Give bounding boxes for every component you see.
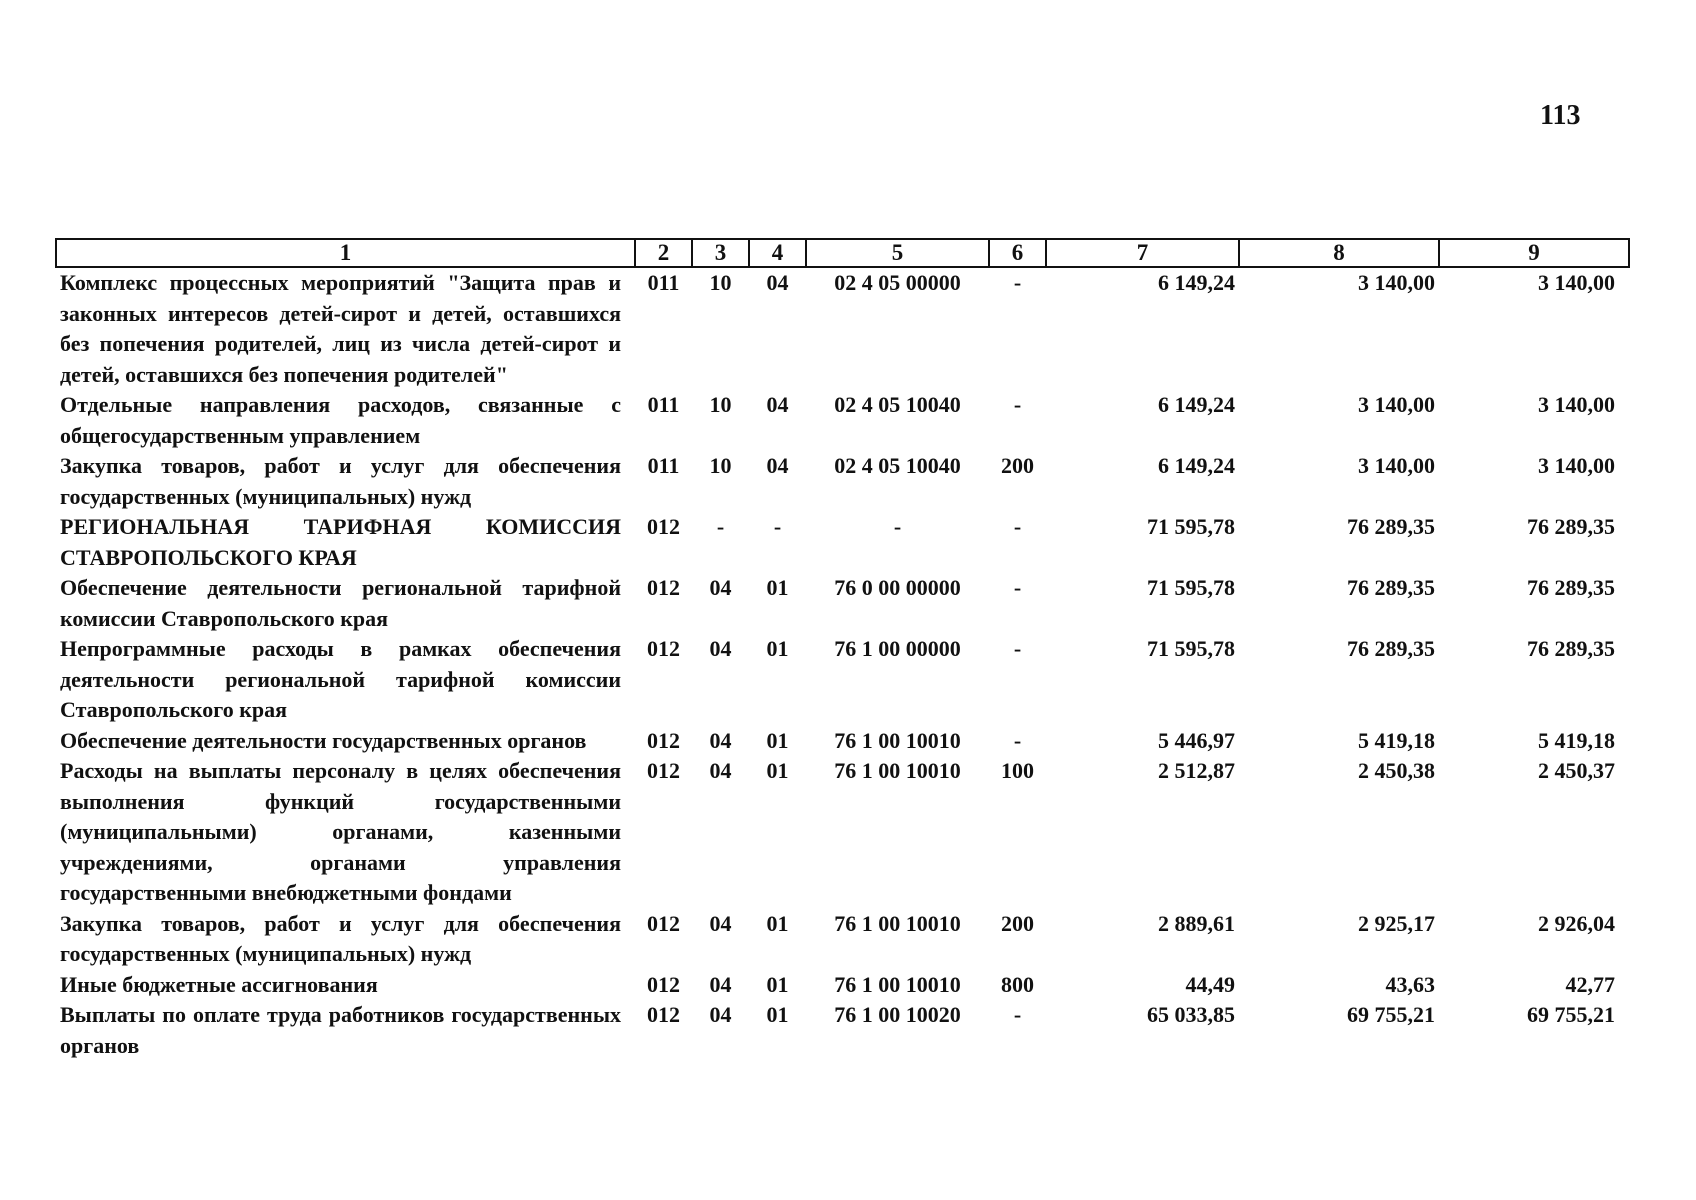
amount-col7: 71 595,78 — [1147, 514, 1235, 539]
target-article-code: - — [893, 514, 902, 539]
amount-col8: 69 755,21 — [1347, 1002, 1435, 1027]
subsection-code: 01 — [766, 1002, 789, 1027]
target-article-code: 02 4 05 10040 — [834, 453, 961, 478]
amount-col9: 3 140,00 — [1538, 392, 1615, 417]
column-header: 6 — [989, 239, 1046, 267]
expense-name: Обеспечение деятельности государственных органов — [60, 727, 587, 753]
amount-col9: 3 140,00 — [1538, 453, 1615, 478]
amount-col7: 6 149,24 — [1158, 392, 1235, 417]
subsection-code: 01 — [766, 910, 789, 936]
expense-type-code: - — [1013, 636, 1022, 661]
expense-type-code: 200 — [1001, 910, 1034, 936]
expense-type-code: 100 — [1001, 758, 1034, 783]
amount-col7: 5 446,97 — [1158, 727, 1235, 753]
amount-col8: 76 289,35 — [1347, 575, 1435, 600]
target-article-code: 76 1 00 10020 — [834, 1002, 961, 1027]
subsection-code: 01 — [766, 636, 789, 661]
amount-col7: 2 512,87 — [1158, 758, 1235, 783]
amount-col7: 2 889,61 — [1158, 910, 1235, 936]
expense-name: Закупка товаров, работ и услуг для обеспечения государственных (муниципальных) нужд — [60, 910, 621, 966]
expense-type-code: - — [1013, 1002, 1022, 1027]
amount-col9: 69 755,21 — [1527, 1002, 1615, 1027]
target-article-code: 76 1 00 00000 — [834, 636, 961, 661]
table-row — [56, 726, 1629, 757]
ministry-code: 012 — [647, 727, 680, 753]
expense-type-code: - — [1013, 727, 1022, 753]
table-row — [56, 909, 1629, 970]
expense-name: Обеспечение деятельности региональной тарифной комиссии Ставропольского края — [60, 575, 621, 631]
expense-name: РЕГИОНАЛЬНАЯ ТАРИФНАЯ КОМИССИЯ СТАВРОПОЛЬСКОГО КРАЯ — [60, 514, 621, 570]
section-code: 04 — [709, 727, 732, 753]
amount-col9: 2 450,37 — [1538, 758, 1615, 783]
amount-col9: 76 289,35 — [1527, 636, 1615, 661]
amount-col8: 2 450,38 — [1358, 758, 1435, 783]
amount-col8: 3 140,00 — [1358, 453, 1435, 478]
subsection-code: 04 — [766, 270, 789, 295]
column-header: 5 — [806, 239, 989, 267]
section-code: 10 — [709, 270, 732, 295]
section-code: 04 — [709, 971, 732, 997]
table-row — [56, 512, 1629, 573]
amount-col7: 65 033,85 — [1147, 1002, 1235, 1027]
section-code: 04 — [709, 575, 732, 600]
amount-col7: 71 595,78 — [1147, 575, 1235, 600]
subsection-code: 01 — [766, 971, 789, 997]
amount-col9: 3 140,00 — [1538, 270, 1615, 295]
expense-type-code: - — [1013, 270, 1022, 295]
amount-col9: 76 289,35 — [1527, 514, 1615, 539]
expense-name: Непрограммные расходы в рамках обеспечения деятельности региональной тарифной комиссии Ставропольского края — [60, 636, 621, 722]
target-article-code: 02 4 05 10040 — [834, 392, 961, 417]
section-code: - — [716, 514, 725, 539]
expense-type-code: - — [1013, 575, 1022, 600]
column-header: 9 — [1439, 239, 1629, 267]
amount-col7: 71 595,78 — [1147, 636, 1235, 661]
column-header: 7 — [1046, 239, 1239, 267]
target-article-code: 76 1 00 10010 — [834, 727, 961, 753]
ministry-code: 011 — [647, 453, 680, 478]
ministry-code: 012 — [647, 758, 680, 783]
subsection-code: 04 — [766, 392, 789, 417]
amount-col7: 6 149,24 — [1158, 270, 1235, 295]
subsection-code: 01 — [766, 575, 789, 600]
column-header: 8 — [1239, 239, 1439, 267]
target-article-code: 02 4 05 00000 — [834, 270, 961, 295]
amount-col9: 2 926,04 — [1538, 910, 1615, 936]
section-code: 04 — [709, 636, 732, 661]
amount-col8: 5 419,18 — [1358, 727, 1435, 753]
column-header: 1 — [56, 239, 635, 267]
expense-name: Расходы на выплаты персоналу в целях обеспечения выполнения функций государственными (муниципальными) органами, казенными учреждениями, органами управления государственными внебюджетными фондами — [60, 758, 621, 905]
ministry-code: 012 — [647, 1002, 680, 1027]
expense-name: Выплаты по оплате труда работников государственных органов — [60, 1002, 621, 1058]
expense-type-code: 800 — [1001, 971, 1034, 997]
expense-name: Иные бюджетные ассигнования — [60, 971, 378, 997]
page-number: 113 — [1540, 100, 1581, 131]
subsection-code: - — [773, 514, 782, 539]
expense-type-code: 200 — [1001, 453, 1034, 478]
amount-col8: 43,63 — [1385, 971, 1435, 997]
expense-name: Отдельные направления расходов, связанные с общегосударственным управлением — [60, 392, 621, 448]
target-article-code: 76 0 00 00000 — [834, 575, 961, 600]
table-row — [56, 970, 1629, 1001]
expense-name: Комплекс процессных мероприятий "Защита прав и законных интересов детей-сирот и детей, оставшихся без попечения родителей, лиц из числа детей-сирот и детей, оставшихся без попечения родителей" — [60, 270, 621, 387]
expense-type-code: - — [1013, 392, 1022, 417]
target-article-code: 76 1 00 10010 — [834, 971, 961, 997]
ministry-code: 011 — [647, 392, 680, 417]
amount-col8: 3 140,00 — [1358, 270, 1435, 295]
amount-col9: 5 419,18 — [1538, 727, 1615, 753]
amount-col8: 76 289,35 — [1347, 636, 1435, 661]
section-code: 10 — [709, 453, 732, 478]
amount-col7: 6 149,24 — [1158, 453, 1235, 478]
section-code: 04 — [709, 758, 732, 783]
table-row — [56, 634, 1629, 726]
amount-col9: 76 289,35 — [1527, 575, 1615, 600]
ministry-code: 011 — [647, 270, 680, 295]
amount-col7: 44,49 — [1185, 971, 1235, 997]
column-header: 2 — [635, 239, 692, 267]
amount-col8: 3 140,00 — [1358, 392, 1435, 417]
subsection-code: 01 — [766, 758, 789, 783]
column-header: 4 — [749, 239, 806, 267]
table-row — [56, 267, 1629, 390]
target-article-code: 76 1 00 10010 — [834, 910, 961, 936]
section-code: 10 — [709, 392, 732, 417]
table-row — [56, 390, 1629, 451]
amount-col8: 2 925,17 — [1358, 910, 1435, 936]
column-header: 3 — [692, 239, 749, 267]
ministry-code: 012 — [647, 910, 680, 936]
expense-name: Закупка товаров, работ и услуг для обеспечения государственных (муниципальных) нужд — [60, 453, 621, 509]
section-code: 04 — [709, 910, 732, 936]
table-row — [56, 573, 1629, 634]
subsection-code: 01 — [766, 727, 789, 753]
subsection-code: 04 — [766, 453, 789, 478]
table-row — [56, 1000, 1629, 1061]
ministry-code: 012 — [647, 971, 680, 997]
ministry-code: 012 — [647, 575, 680, 600]
header-row — [56, 239, 1629, 267]
amount-col8: 76 289,35 — [1347, 514, 1435, 539]
ministry-code: 012 — [647, 636, 680, 661]
budget-table — [55, 238, 1630, 1061]
target-article-code: 76 1 00 10010 — [834, 758, 961, 783]
table-row — [56, 756, 1629, 909]
expense-type-code: - — [1013, 514, 1022, 539]
amount-col9: 42,77 — [1565, 971, 1615, 997]
table-row — [56, 451, 1629, 512]
section-code: 04 — [709, 1002, 732, 1027]
ministry-code: 012 — [647, 514, 680, 539]
